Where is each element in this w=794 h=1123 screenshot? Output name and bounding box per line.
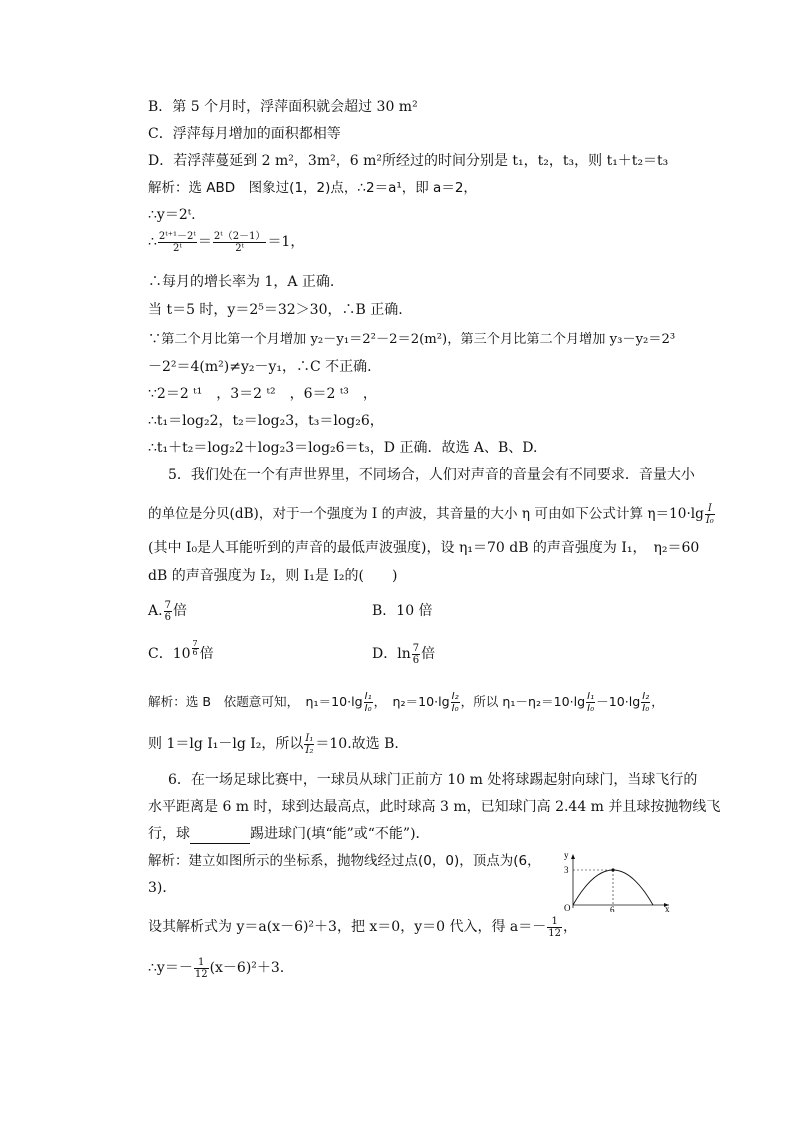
solution-line-4: ∴每月的增长率为 1，A 正确.: [148, 274, 335, 290]
solution-line-10: ∴t₁＋t₂＝log₂2＋log₂3＝log₂6＝t₃，D 正确．故选 A、B、D.: [148, 440, 538, 456]
question-6-line-2: 水平距离是 6 m 时，球到达最高点，此时球高 3 m，已知球门高 2.44 m 并且球按抛物线飞: [148, 799, 721, 815]
solution-6-line-3: [148, 913, 577, 941]
result-text: ＝1，: [267, 234, 305, 250]
solution-5-fraction-5: [304, 733, 314, 756]
fraction-1-numerator: 2ᵗ⁺¹－2ᵗ: [158, 230, 196, 242]
solution-5-line-2: [148, 730, 399, 758]
solution-line-5: 当 t＝5 时，y＝2⁵＝32＞30，∴B 正确.: [148, 302, 403, 318]
solution-5-text-a: 解析：选 B 依题意可知， η₁＝10·lg: [148, 694, 363, 709]
solution-5-fraction-4-num: I₂: [642, 691, 650, 702]
fraction-2: [213, 231, 267, 254]
question-6-line-1: 6．在一场足球比赛中，一球员从球门正前方 10 m 处将球踢起射向球门，当球飞行的: [168, 772, 698, 788]
solution-5-fraction-5-den: I₂: [305, 744, 314, 756]
solution-5-fraction-1-num: I₁: [364, 691, 372, 702]
solution-5-fraction-1-den: I₀: [364, 703, 372, 714]
option-5a-denominator: 6: [164, 611, 171, 623]
option-5b: B．10 倍: [372, 603, 433, 619]
formula-numerator: I: [705, 503, 715, 515]
option-5d-label: D．ln: [372, 646, 411, 662]
solution-5-fraction-4-den: I₀: [642, 703, 650, 714]
option-5d-numerator: 7: [412, 642, 420, 654]
x-axis-label: x: [665, 904, 670, 912]
vertex-point: [611, 868, 614, 871]
solution-5-text-c: ，所以 η₁－η₂＝10·lg: [460, 694, 586, 709]
x-tick-label: 6: [610, 905, 615, 912]
solution-6-fraction-2-den: 12: [194, 968, 208, 980]
solution-5-text-f: ，: [651, 694, 664, 709]
solution-6-fraction-1: [547, 916, 562, 939]
solution-5-fraction-2-num: I₂: [451, 691, 459, 702]
solution-5-fraction-2-den: I₀: [451, 703, 459, 714]
parabola-figure: [553, 850, 673, 912]
option-5c: [148, 640, 214, 668]
question-6-line-3: [148, 824, 430, 844]
solution-line-3: [148, 228, 304, 256]
fraction-1: [158, 231, 197, 254]
solution-5-line-1: [148, 688, 664, 716]
option-5c-suffix: 倍: [199, 646, 214, 662]
option-5a-suffix: 倍: [172, 603, 187, 619]
solution-6-fraction-1-den: 12: [548, 927, 562, 939]
formula-fraction: [705, 503, 715, 526]
option-5a-numerator: 7: [164, 599, 171, 611]
solution-6-fraction-2: [194, 957, 209, 980]
therefore-sign: ∴: [148, 234, 157, 250]
question-6-text-b: 踢进球门(填“能”或“不能”)．: [250, 826, 430, 842]
option-5c-label: C．10: [148, 646, 191, 662]
solution-5-fraction-3-num: I₁: [587, 691, 595, 702]
option-5c-exponent: [192, 640, 199, 657]
solution-5-fraction-3: [586, 691, 595, 714]
option-5a-fraction: [164, 600, 172, 623]
option-5d-denominator: 6: [412, 654, 420, 666]
origin-label: O: [564, 903, 571, 912]
option-b: B．第 5 个月时，浮萍面积就会超过 30 m²: [148, 99, 418, 115]
option-5c-numerator: 7: [192, 639, 198, 648]
solution-5-fraction-5-num: I₁: [305, 732, 314, 744]
option-5a: [148, 597, 187, 625]
answer-blank: [190, 829, 250, 844]
y-axis-arrow: [571, 854, 575, 859]
option-5c-denominator: 6: [192, 648, 198, 657]
equals-sign: ＝: [197, 234, 212, 250]
solution-6-text-b: ，: [563, 919, 578, 935]
solution-line-1: 解析：选 ABD 图象过(1，2)点，∴2＝a¹，即 a＝2，: [148, 180, 477, 196]
solution-line-8: ∵2＝2 ᵗ¹ ，3＝2 ᵗ² ，6＝2 ᵗ³ ，: [148, 386, 377, 402]
solution-line-2: ∴y＝2ᵗ.: [148, 207, 196, 223]
solution-6-fraction-2-num: 1: [194, 957, 209, 969]
option-5d: [372, 640, 435, 668]
solution-line-7: －2²＝4(m²)≠y₂－y₁，∴C 不正确.: [148, 359, 372, 375]
solution-6-text-c: ∴y＝－: [148, 960, 193, 976]
option-d: D．若浮萍蔓延到 2 m²，3m²，6 m²所经过的时间分别是 t₁，t₂，t₃，则 t₁＋t₂＝t₃: [148, 153, 669, 169]
solution-5-fraction-1: [364, 691, 373, 714]
y-tick-label: 3: [564, 865, 569, 875]
option-c: C．浮萍每月增加的面积都相等: [148, 126, 341, 142]
solution-5-text-e: －10·lg: [596, 694, 641, 709]
question-5-line-4: dB 的声音强度为 I₂，则 I₁是 I₂的( ): [148, 568, 398, 584]
solution-5-text-g: 则 1＝lg I₁－lg I₂，所以: [148, 736, 304, 752]
solution-5-fraction-3-den: I₀: [587, 703, 595, 714]
solution-5-fraction-4: [641, 691, 650, 714]
solution-6-text-d: (x－6)²＋3.: [209, 960, 285, 976]
fraction-2-denominator: 2ᵗ: [235, 242, 245, 254]
option-5d-fraction: [412, 643, 420, 666]
question-5-text: 的单位是分贝(dB)，对于一个强度为 I 的声波，其音量的大小 η 可由如下公式计算 η＝10·lg: [148, 506, 704, 522]
solution-5-text-h: ＝10.故选 B.: [315, 736, 399, 752]
solution-6-line-2: 3)．: [148, 880, 177, 896]
solution-5-fraction-2: [451, 691, 460, 714]
solution-line-9: ∴t₁＝log₂2，t₂＝log₂3，t₃＝log₂6，: [148, 413, 384, 429]
question-5-line-1: 5．我们处在一个有声世界里，不同场合，人们对声音的音量会有不同要求．音量大小: [168, 467, 695, 483]
fraction-1-denominator: 2ᵗ: [172, 242, 182, 254]
solution-6-line-4: [148, 954, 284, 982]
solution-6-fraction-1-num: 1: [547, 916, 562, 928]
option-5d-suffix: 倍: [421, 646, 436, 662]
question-6-text-a: 行，球: [148, 826, 190, 842]
y-axis-label: y: [564, 850, 569, 860]
solution-line-6: ∵第二个月比第一个月增加 y₂－y₁＝2²－2＝2(m²)，第三个月比第二个月增加 y₃－y₂＝2³: [148, 332, 676, 347]
option-5a-label: A.: [148, 603, 163, 619]
solution-6-text-a: 设其解析式为 y＝a(x－6)²＋3，把 x＝0，y＝0 代入，得 a＝－: [148, 919, 547, 935]
formula-denominator: I₀: [705, 515, 714, 526]
solution-6-line-1: 解析：建立如图所示的坐标系，抛物线经过点(0，0)，顶点为(6，: [148, 853, 541, 869]
question-5-line-3: (其中 I₀是人耳能听到的声音的最低声波强度)，设 η₁＝70 dB 的声音强度为 I₁， η₂＝60: [148, 540, 700, 556]
question-5-line-2: [148, 500, 716, 528]
solution-5-text-b: ， η₂＝10·lg: [373, 694, 450, 709]
fraction-2-numerator: 2ᵗ（2－1）: [213, 230, 266, 242]
